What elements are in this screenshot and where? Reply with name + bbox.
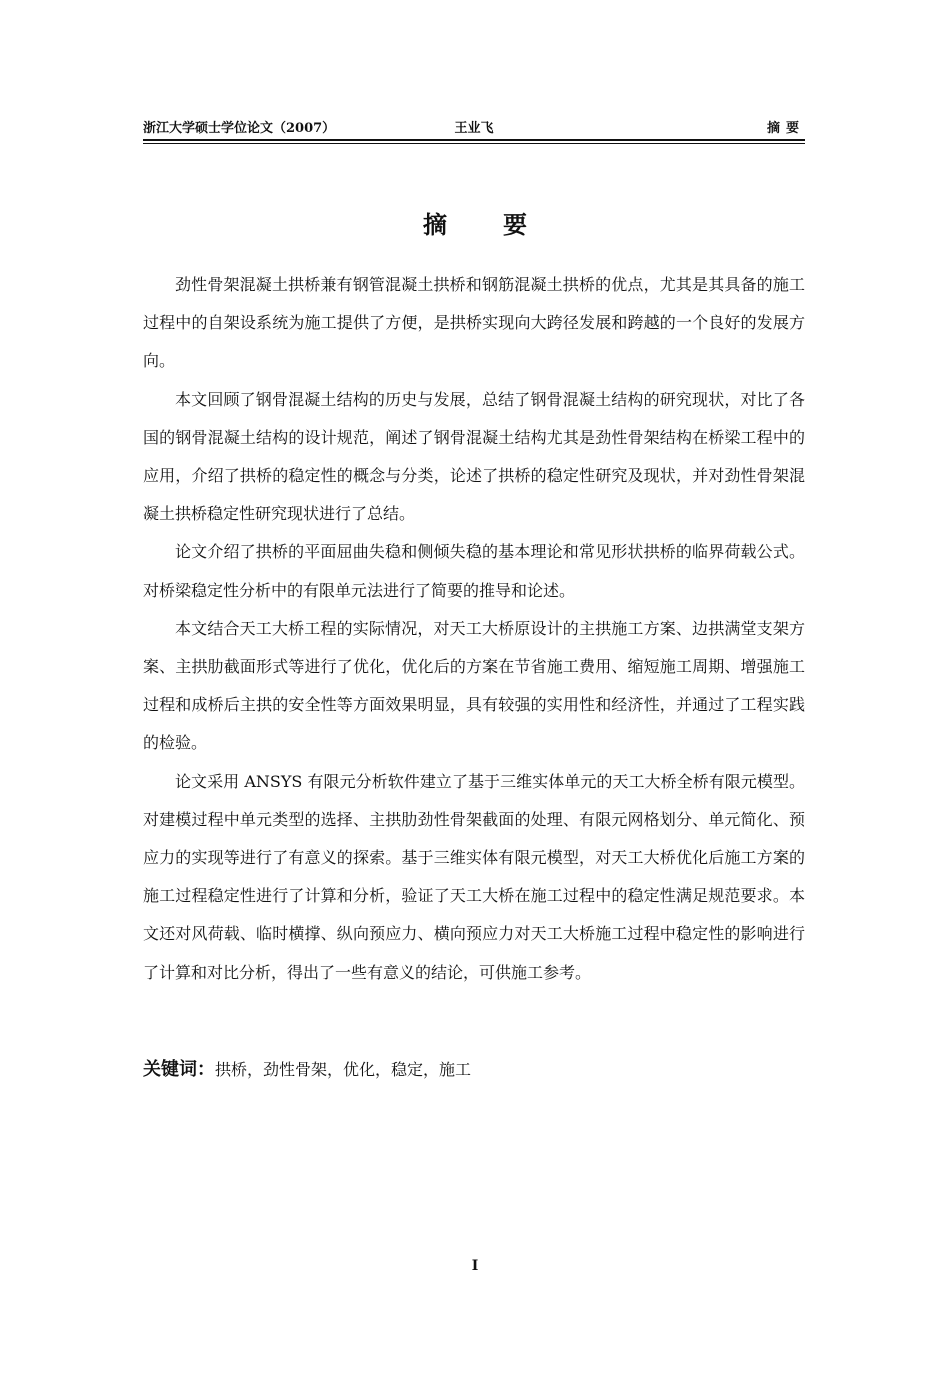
keywords-line bbox=[143, 1055, 805, 1085]
abstract-body bbox=[143, 266, 805, 992]
abstract-paragraph-2: 本文回顾了钢骨混凝土结构的历史与发展，总结了钢骨混凝土结构的研究现状，对比了各国的钢骨混凝土结构的设计规范，阐述了钢骨混凝土结构尤其是劲性骨架结构在桥梁工程中的应用，介绍了拱桥的稳定性的概念与分类，论述了拱桥的稳定性研究及现状，并对劲性骨架混凝土拱桥稳定性研究现状进行了总结。 bbox=[143, 389, 805, 524]
abstract-paragraph-4: 本文结合天工大桥工程的实际情况，对天工大桥原设计的主拱施工方案、边拱满堂支架方案、主拱肋截面形式等进行了优化，优化后的方案在节省施工费用、缩短施工周期、增强施工过程和成桥后主拱的安全性等方面效果明显，具有较强的实用性和经济性，并通过了工程实践的检验。 bbox=[143, 618, 805, 753]
abstract-paragraph-1: 劲性骨架混凝土拱桥兼有钢管混凝土拱桥和钢筋混凝土拱桥的优点，尤其是其具备的施工过程中的自架设系统为施工提供了方便，是拱桥实现向大跨径发展和跨越的一个良好的发展方向。 bbox=[143, 275, 805, 371]
header-author: 王业飞 bbox=[454, 121, 494, 136]
abstract-paragraph-5: 论文采用 ANSYS 有限元分析软件建立了基于三维实体单元的天工大桥全桥有限元模型。对建模过程中单元类型的选择、主拱肋劲性骨架截面的处理、有限元网格划分、单元简化、预应力的实现等进行了有意义的探索。基于三维实体有限元模型，对天工大桥优化后施工方案的施工过程稳定性进行了计算和分析，验证了天工大桥在施工过程中的稳定性满足规范要求。本文还对风荷载、临时横撑、纵向预应力、横向预应力对天工大桥施工过程中稳定性的影响进行了计算和对比分析，得出了一些有意义的结论，可供施工参考。 bbox=[143, 771, 805, 982]
page-title: 摘要 bbox=[423, 210, 583, 239]
header-thesis-info: 浙江大学硕士学位论文（2007） bbox=[143, 121, 336, 136]
header-rule-thin bbox=[143, 143, 805, 144]
keywords-label: 关键词： bbox=[143, 1059, 215, 1080]
keywords-value: 拱桥，劲性骨架，优化，稳定，施工 bbox=[215, 1060, 472, 1079]
header-rule-thick bbox=[143, 139, 805, 141]
header-section-title: 摘要 bbox=[766, 121, 805, 136]
page-number: I bbox=[471, 1258, 479, 1274]
abstract-paragraph-3: 论文介绍了拱桥的平面屈曲失稳和侧倾失稳的基本理论和常见形状拱桥的临界荷载公式。对桥梁稳定性分析中的有限单元法进行了简要的推导和论述。 bbox=[143, 542, 805, 600]
